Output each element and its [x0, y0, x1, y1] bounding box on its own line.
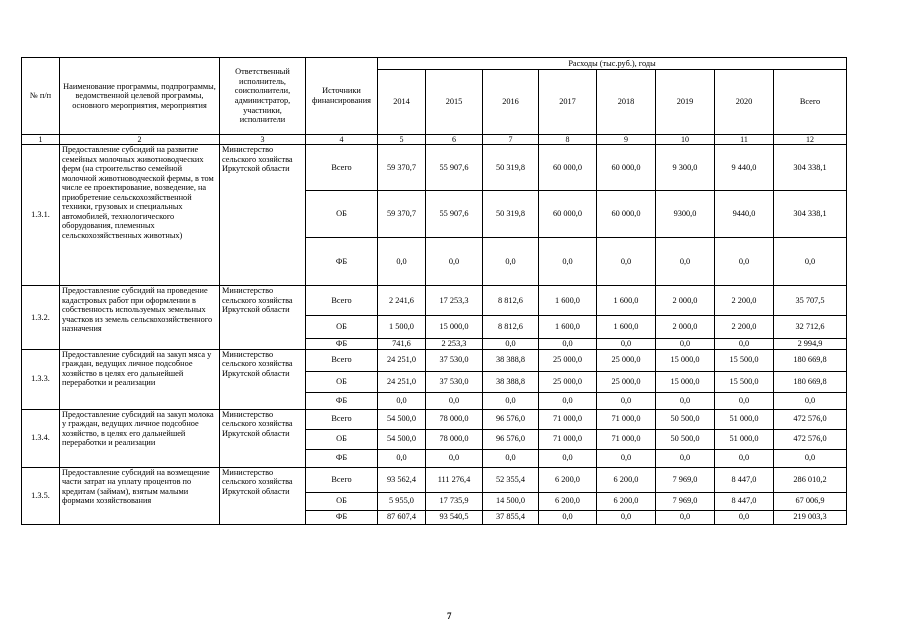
amount-cell: 32 712,6: [774, 316, 847, 339]
funding-source: ФБ: [306, 449, 378, 467]
amount-cell: 0,0: [483, 392, 539, 409]
amount-cell: 25 000,0: [539, 371, 597, 392]
row-name: Предоставление субсидий на закуп мяса у граждан, ведущих личное подсобное хозяйство в целях его дальнейшей переработки и реализации: [60, 349, 220, 409]
funding-source: ОБ: [306, 191, 378, 238]
amount-cell: 0,0: [597, 449, 656, 467]
header-year: 2017: [539, 70, 597, 135]
header-name: Наименование программы, подпрограммы, ведомственной целевой программы, основного мероприятия, мероприятия: [60, 58, 220, 135]
amount-cell: 219 003,3: [774, 510, 847, 524]
amount-cell: 9440,0: [715, 191, 774, 238]
amount-cell: 0,0: [378, 449, 426, 467]
amount-cell: 286 010,2: [774, 467, 847, 492]
table-header: [22, 58, 847, 145]
amount-cell: 71 000,0: [597, 409, 656, 429]
amount-cell: 8 812,6: [483, 286, 539, 316]
row-executor: Министерство сельского хозяйства Иркутской области: [220, 467, 306, 524]
funding-source: ОБ: [306, 316, 378, 339]
table-row: [22, 286, 847, 316]
amount-cell: 0,0: [597, 392, 656, 409]
amount-cell: 0,0: [656, 510, 715, 524]
amount-cell: 1 600,0: [539, 316, 597, 339]
amount-cell: 2 200,0: [715, 286, 774, 316]
amount-cell: 0,0: [539, 449, 597, 467]
amount-cell: 0,0: [539, 238, 597, 286]
amount-cell: 15 500,0: [715, 349, 774, 371]
amount-cell: 2 994,9: [774, 339, 847, 350]
amount-cell: 180 669,8: [774, 371, 847, 392]
row-executor: Министерство сельского хозяйства Иркутской области: [220, 409, 306, 467]
amount-cell: 0,0: [656, 392, 715, 409]
funding-source: ФБ: [306, 510, 378, 524]
amount-cell: 15 000,0: [656, 371, 715, 392]
amount-cell: 6 200,0: [597, 492, 656, 510]
amount-cell: 25 000,0: [597, 349, 656, 371]
amount-cell: 6 200,0: [539, 492, 597, 510]
amount-cell: 0,0: [774, 238, 847, 286]
amount-cell: 0,0: [656, 238, 715, 286]
amount-cell: 0,0: [483, 339, 539, 350]
amount-cell: 0,0: [715, 238, 774, 286]
amount-cell: 60 000,0: [539, 145, 597, 191]
amount-cell: 2 000,0: [656, 316, 715, 339]
row-name: Предоставление субсидий на закуп молока у граждан, ведущих личное подсобное хозяйство, в целях его дальнейшей переработки и реализации: [60, 409, 220, 467]
amount-cell: 0,0: [715, 339, 774, 350]
amount-cell: 8 447,0: [715, 492, 774, 510]
table-row: [22, 349, 847, 371]
amount-cell: 9300,0: [656, 191, 715, 238]
amount-cell: 0,0: [715, 510, 774, 524]
column-number: 2: [60, 135, 220, 145]
amount-cell: 51 000,0: [715, 429, 774, 449]
amount-cell: 0,0: [426, 449, 483, 467]
row-number: 1.3.1.: [22, 145, 60, 286]
amount-cell: 472 576,0: [774, 429, 847, 449]
budget-table: [21, 57, 847, 525]
amount-cell: 37 530,0: [426, 349, 483, 371]
funding-source: Всего: [306, 145, 378, 191]
amount-cell: 6 200,0: [597, 467, 656, 492]
column-number: 9: [597, 135, 656, 145]
row-number: 1.3.3.: [22, 349, 60, 409]
column-number: 3: [220, 135, 306, 145]
row-number: 1.3.4.: [22, 409, 60, 467]
amount-cell: 71 000,0: [597, 429, 656, 449]
amount-cell: 78 000,0: [426, 429, 483, 449]
amount-cell: 17 253,3: [426, 286, 483, 316]
amount-cell: 15 000,0: [426, 316, 483, 339]
amount-cell: 0,0: [539, 510, 597, 524]
amount-cell: 0,0: [483, 238, 539, 286]
table-body: [22, 145, 847, 525]
amount-cell: 8 812,6: [483, 316, 539, 339]
amount-cell: 15 000,0: [656, 349, 715, 371]
funding-source: Всего: [306, 467, 378, 492]
amount-cell: 0,0: [539, 392, 597, 409]
funding-source: ФБ: [306, 392, 378, 409]
column-numbers-row: [22, 135, 847, 145]
amount-cell: 0,0: [378, 392, 426, 409]
amount-cell: 9 440,0: [715, 145, 774, 191]
amount-cell: 50 500,0: [656, 429, 715, 449]
amount-cell: 111 276,4: [426, 467, 483, 492]
column-number: 1: [22, 135, 60, 145]
amount-cell: 0,0: [656, 449, 715, 467]
amount-cell: 741,6: [378, 339, 426, 350]
row-executor: Министерство сельского хозяйства Иркутской области: [220, 349, 306, 409]
amount-cell: 24 251,0: [378, 349, 426, 371]
column-number: 4: [306, 135, 378, 145]
amount-cell: 87 607,4: [378, 510, 426, 524]
amount-cell: 67 006,9: [774, 492, 847, 510]
amount-cell: 59 370,7: [378, 191, 426, 238]
amount-cell: 1 500,0: [378, 316, 426, 339]
column-number: 10: [656, 135, 715, 145]
column-number: 7: [483, 135, 539, 145]
amount-cell: 0,0: [774, 392, 847, 409]
amount-cell: 71 000,0: [539, 429, 597, 449]
row-number: 1.3.5.: [22, 467, 60, 524]
header-year: 2014: [378, 70, 426, 135]
amount-cell: 180 669,8: [774, 349, 847, 371]
table-row: [22, 145, 847, 191]
amount-cell: 54 500,0: [378, 409, 426, 429]
amount-cell: 1 600,0: [539, 286, 597, 316]
amount-cell: 2 200,0: [715, 316, 774, 339]
amount-cell: 55 907,6: [426, 191, 483, 238]
amount-cell: 96 576,0: [483, 409, 539, 429]
amount-cell: 0,0: [597, 238, 656, 286]
header-year: 2016: [483, 70, 539, 135]
amount-cell: 54 500,0: [378, 429, 426, 449]
column-number: 5: [378, 135, 426, 145]
funding-source: ФБ: [306, 238, 378, 286]
amount-cell: 0,0: [539, 339, 597, 350]
funding-source: ОБ: [306, 371, 378, 392]
amount-cell: 0,0: [715, 449, 774, 467]
row-name: Предоставление субсидий на проведение кадастровых работ при оформлении в собственность используемых земельных участков из земель сельскохозяйственного назначения: [60, 286, 220, 350]
amount-cell: 304 338,1: [774, 191, 847, 238]
amount-cell: 50 500,0: [656, 409, 715, 429]
page-number: 7: [447, 611, 452, 621]
amount-cell: 93 540,5: [426, 510, 483, 524]
funding-source: ОБ: [306, 429, 378, 449]
amount-cell: 37 530,0: [426, 371, 483, 392]
header-source: Источники финансирования: [306, 58, 378, 135]
row-name: Предоставление субсидий на развитие семейных молочных животноводческих ферм (на строительство семейной молочной животноводческой фермы, в том числе ее проектирование, возведение, на приобретение сельскохозяйственной техники, грузовых и специальных автомобилей, технологического оборудования, племенных сельскохозяйственных животных): [60, 145, 220, 286]
header-year: 2020: [715, 70, 774, 135]
amount-cell: 35 707,5: [774, 286, 847, 316]
row-executor: Министерство сельского хозяйства Иркутской области: [220, 145, 306, 286]
amount-cell: 0,0: [656, 339, 715, 350]
amount-cell: 93 562,4: [378, 467, 426, 492]
table-row: [22, 409, 847, 429]
amount-cell: 25 000,0: [597, 371, 656, 392]
header-year: 2015: [426, 70, 483, 135]
funding-source: Всего: [306, 286, 378, 316]
amount-cell: 71 000,0: [539, 409, 597, 429]
amount-cell: 9 300,0: [656, 145, 715, 191]
row-name: Предоставление субсидий на возмещение части затрат на уплату процентов по кредитам (займам), взятым малыми формами хозяйствования: [60, 467, 220, 524]
amount-cell: 0,0: [597, 510, 656, 524]
amount-cell: 8 447,0: [715, 467, 774, 492]
amount-cell: 52 355,4: [483, 467, 539, 492]
amount-cell: 38 388,8: [483, 349, 539, 371]
amount-cell: 304 338,1: [774, 145, 847, 191]
table-row: [22, 467, 847, 492]
amount-cell: 7 969,0: [656, 467, 715, 492]
header-year: 2018: [597, 70, 656, 135]
amount-cell: 51 000,0: [715, 409, 774, 429]
amount-cell: 50 319,8: [483, 145, 539, 191]
amount-cell: 25 000,0: [539, 349, 597, 371]
amount-cell: 59 370,7: [378, 145, 426, 191]
column-number: 12: [774, 135, 847, 145]
amount-cell: 0,0: [378, 238, 426, 286]
amount-cell: 38 388,8: [483, 371, 539, 392]
amount-cell: 2 000,0: [656, 286, 715, 316]
amount-cell: 0,0: [715, 392, 774, 409]
amount-cell: 14 500,0: [483, 492, 539, 510]
amount-cell: 2 253,3: [426, 339, 483, 350]
amount-cell: 0,0: [483, 449, 539, 467]
funding-source: Всего: [306, 409, 378, 429]
amount-cell: 6 200,0: [539, 467, 597, 492]
funding-source: ФБ: [306, 339, 378, 350]
header-executor: Ответственный исполнитель, соисполнители, администратор, участники, исполнители: [220, 58, 306, 135]
funding-source: ОБ: [306, 492, 378, 510]
column-number: 11: [715, 135, 774, 145]
row-executor: Министерство сельского хозяйства Иркутской области: [220, 286, 306, 350]
amount-cell: 60 000,0: [597, 191, 656, 238]
amount-cell: 0,0: [426, 392, 483, 409]
amount-cell: 60 000,0: [539, 191, 597, 238]
amount-cell: 24 251,0: [378, 371, 426, 392]
amount-cell: 15 500,0: [715, 371, 774, 392]
amount-cell: 1 600,0: [597, 316, 656, 339]
amount-cell: 1 600,0: [597, 286, 656, 316]
header-expenses: Расходы (тыс.руб.), годы: [378, 58, 847, 70]
amount-cell: 5 955,0: [378, 492, 426, 510]
amount-cell: 37 855,4: [483, 510, 539, 524]
amount-cell: 472 576,0: [774, 409, 847, 429]
header-year: 2019: [656, 70, 715, 135]
amount-cell: 60 000,0: [597, 145, 656, 191]
amount-cell: 78 000,0: [426, 409, 483, 429]
row-number: 1.3.2.: [22, 286, 60, 350]
column-number: 6: [426, 135, 483, 145]
funding-source: Всего: [306, 349, 378, 371]
amount-cell: 0,0: [426, 238, 483, 286]
amount-cell: 55 907,6: [426, 145, 483, 191]
header-num: № п/п: [22, 58, 60, 135]
amount-cell: 50 319,8: [483, 191, 539, 238]
amount-cell: 17 735,9: [426, 492, 483, 510]
amount-cell: 96 576,0: [483, 429, 539, 449]
amount-cell: 2 241,6: [378, 286, 426, 316]
amount-cell: 0,0: [597, 339, 656, 350]
column-number: 8: [539, 135, 597, 145]
amount-cell: 7 969,0: [656, 492, 715, 510]
amount-cell: 0,0: [774, 449, 847, 467]
header-total: Всего: [774, 70, 847, 135]
